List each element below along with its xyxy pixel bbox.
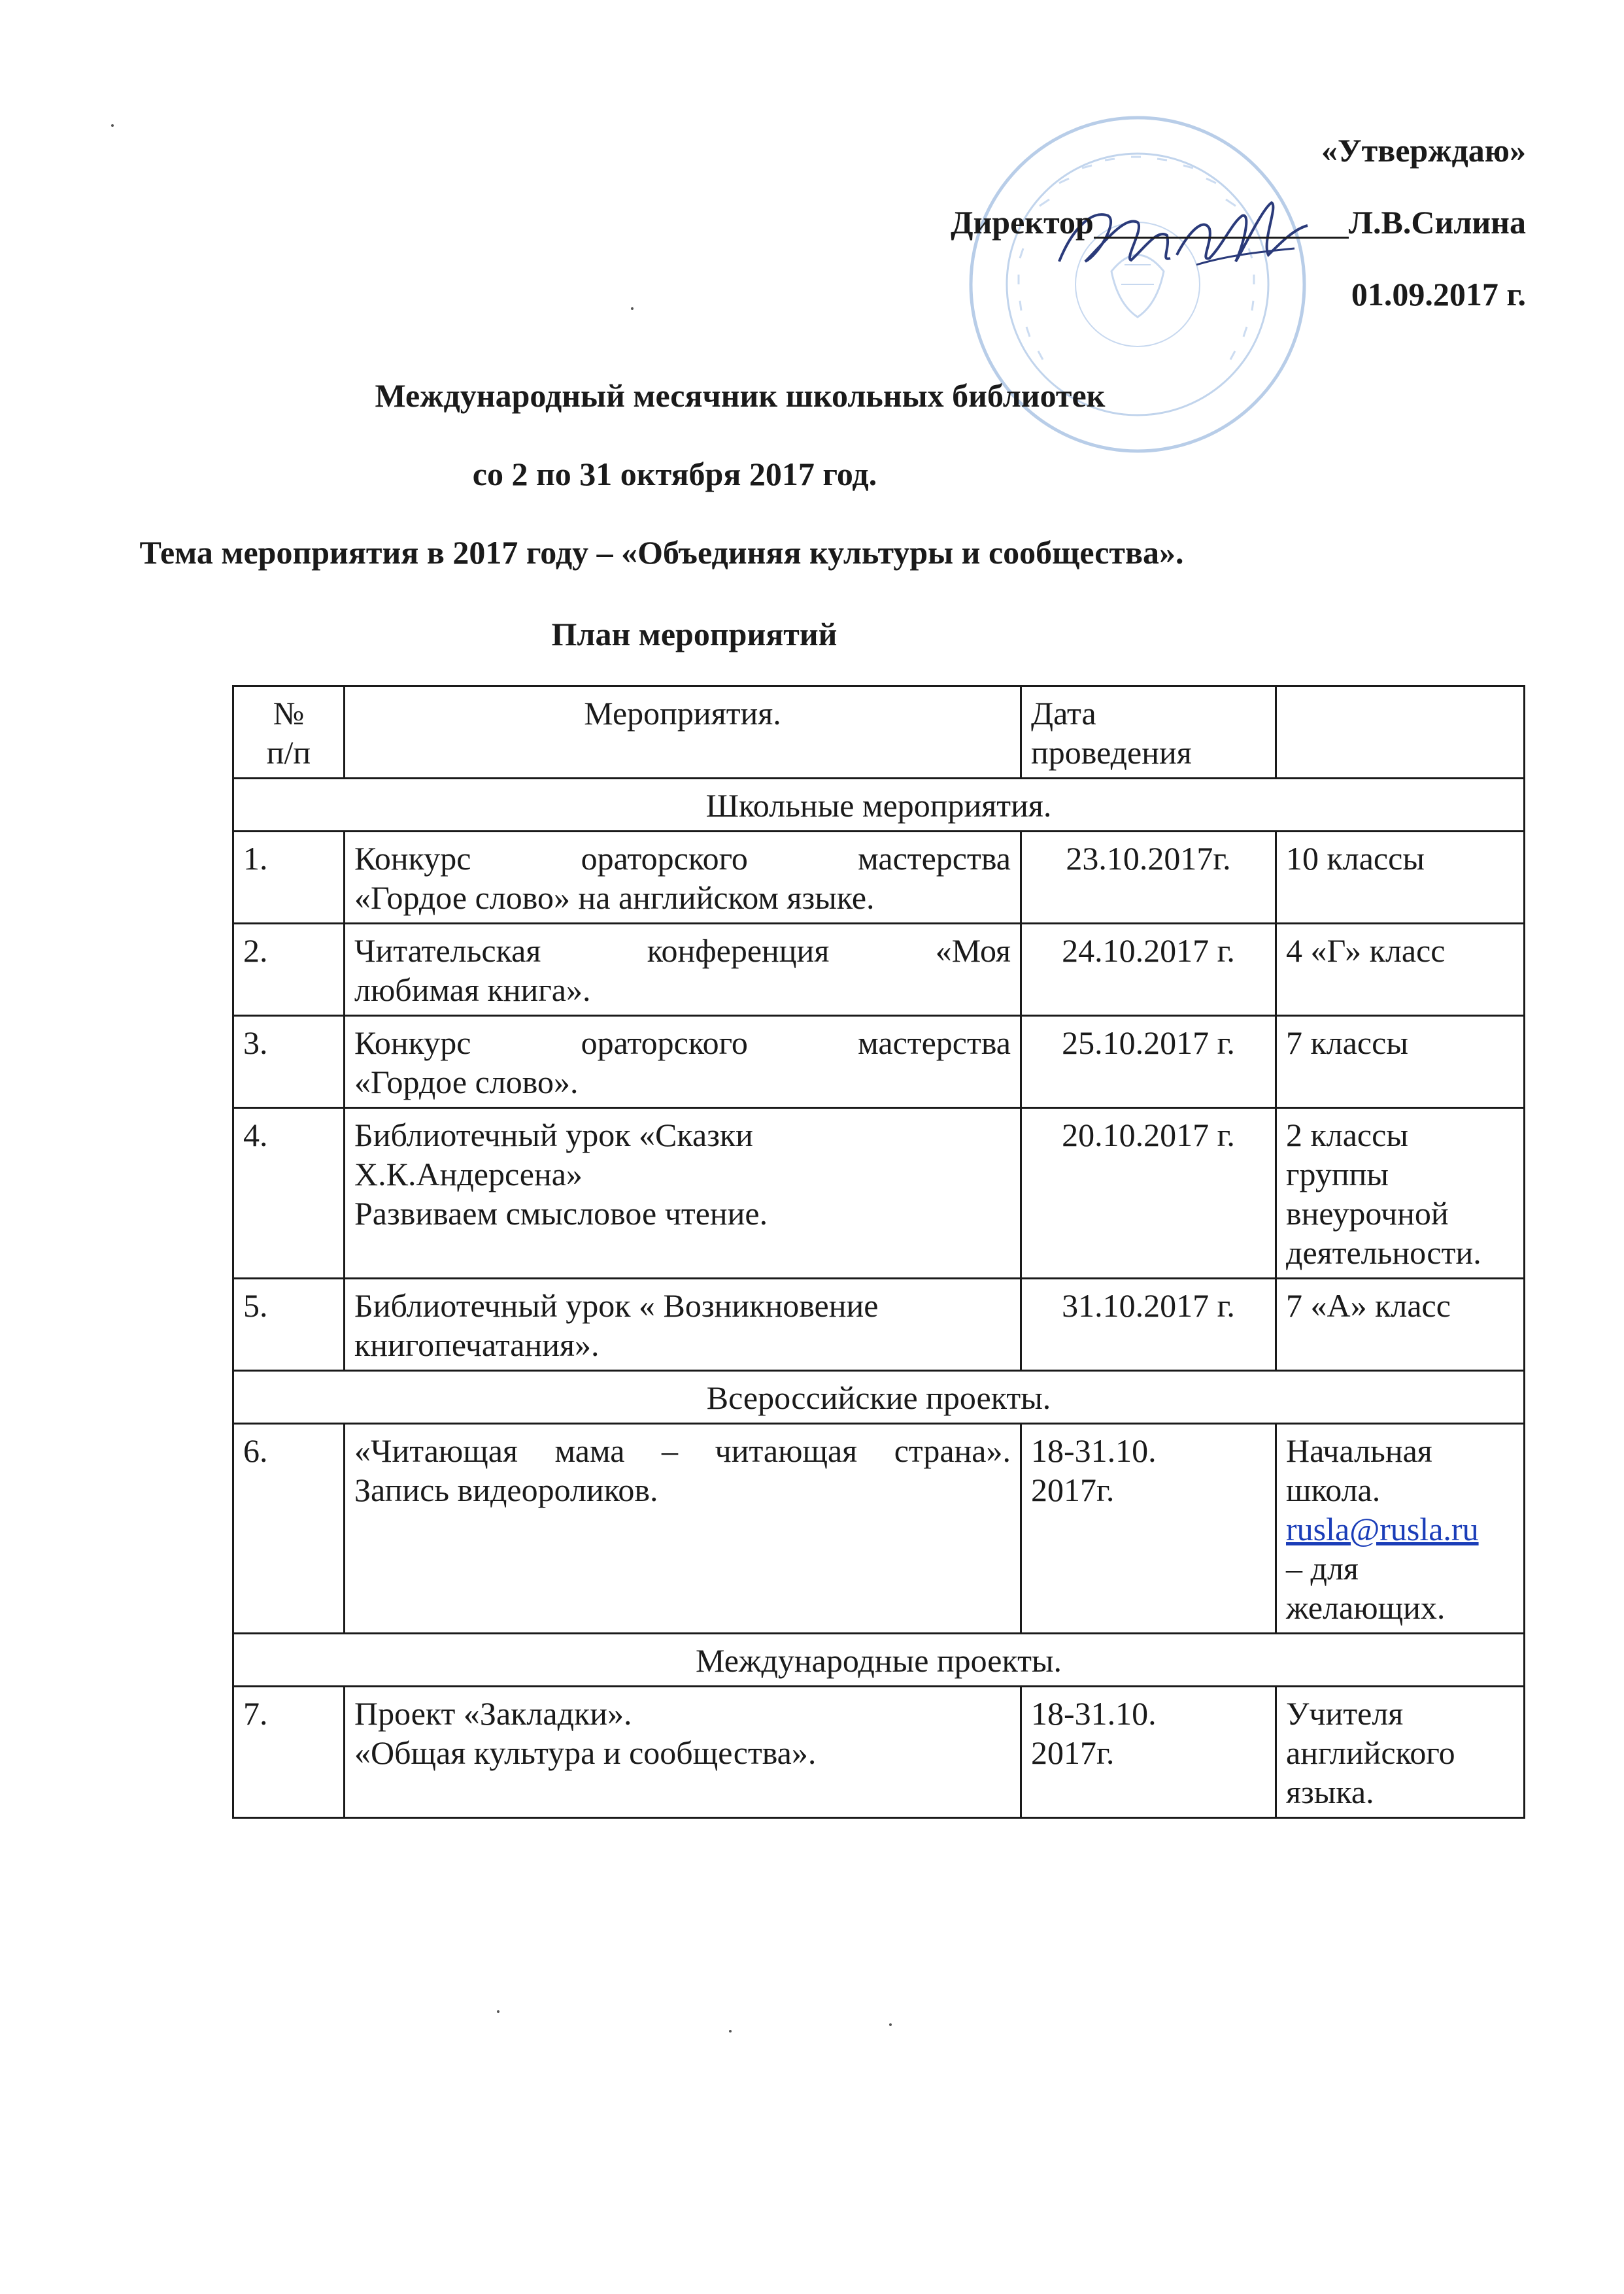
header-event: Мероприятия. — [345, 686, 1021, 779]
section-row — [233, 779, 1525, 832]
row-num: 4. — [233, 1108, 345, 1279]
row-date: 31.10.2017 г. — [1021, 1279, 1276, 1371]
table-row — [233, 1279, 1525, 1371]
approval-block — [951, 134, 1526, 314]
header-date: Дата проведения — [1021, 686, 1276, 779]
table-header-row — [233, 686, 1525, 779]
plan-title: План мероприятий — [551, 616, 837, 652]
table-row — [233, 1687, 1525, 1818]
table-row — [233, 1424, 1525, 1634]
row-date: 25.10.2017 г. — [1021, 1016, 1276, 1108]
table-row — [233, 1016, 1525, 1108]
row-num: 1. — [233, 832, 345, 924]
section-title: Международные проекты. — [233, 1634, 1525, 1687]
table-row — [233, 832, 1525, 924]
row-event: Проект «Закладки». «Общая культура и сообщества». — [345, 1687, 1021, 1818]
director-label: Директор — [951, 204, 1094, 241]
row-event: Читательская конференция «Моя любимая книга». — [345, 924, 1021, 1016]
row-target: Начальная школа. rusla@rusla.ru – для желающих. — [1276, 1424, 1525, 1634]
document-period: со 2 по 31 октября 2017 год. — [472, 456, 877, 492]
row-event: Библиотечный урок « Возникновение книгопечатания». — [345, 1279, 1021, 1371]
row-date: 20.10.2017 г. — [1021, 1108, 1276, 1279]
scan-speck — [631, 307, 634, 310]
section-row — [233, 1634, 1525, 1687]
table-row — [233, 924, 1525, 1016]
row-target: 7 классы — [1276, 1016, 1525, 1108]
row-event: «Читающая мама – читающая страна». Запись видеороликов. — [345, 1424, 1021, 1634]
row-date: 23.10.2017г. — [1021, 832, 1276, 924]
row-target: 2 классы группы внеурочной деятельности. — [1276, 1108, 1525, 1279]
row-target: 4 «Г» класс — [1276, 924, 1525, 1016]
document-theme: Тема мероприятия в 2017 году – «Объединяя культуры и сообщества». — [139, 534, 1184, 571]
header-target — [1276, 686, 1525, 779]
row-target: 7 «А» класс — [1276, 1279, 1525, 1371]
section-row — [233, 1371, 1525, 1424]
row-event: Конкурс ораторского мастерства «Гордое слово». — [345, 1016, 1021, 1108]
scan-speck — [497, 2010, 499, 2013]
director-line — [951, 206, 1526, 242]
events-plan-table — [232, 685, 1525, 1819]
row-num: 7. — [233, 1687, 345, 1818]
row-event: Конкурс ораторского мастерства «Гордое слово» на английском языке. — [345, 832, 1021, 924]
document-title: Международный месячник школьных библиотек — [375, 377, 1106, 414]
approve-label: «Утверждаю» — [1321, 132, 1526, 169]
section-title: Всероссийские проекты. — [233, 1371, 1525, 1424]
section-title: Школьные мероприятия. — [233, 779, 1525, 832]
table-row — [233, 1108, 1525, 1279]
scan-speck — [111, 124, 114, 127]
email-link[interactable]: rusla@rusla.ru — [1286, 1511, 1479, 1547]
header-num: № п/п — [233, 686, 345, 779]
row-target: Учителя английского языка. — [1276, 1687, 1525, 1818]
row-num: 2. — [233, 924, 345, 1016]
director-name: Л.В.Силина — [1348, 204, 1526, 241]
row-event: Библиотечный урок «Сказки Х.К.Андерсена» Развиваем смысловое чтение. — [345, 1108, 1021, 1279]
row-date: 18-31.10. 2017г. — [1021, 1687, 1276, 1818]
row-num: 5. — [233, 1279, 345, 1371]
row-target: 10 классы — [1276, 832, 1525, 924]
row-num: 6. — [233, 1424, 345, 1634]
signature-line — [1094, 208, 1349, 239]
scan-speck — [889, 2023, 892, 2026]
row-num: 3. — [233, 1016, 345, 1108]
row-date: 18-31.10. 2017г. — [1021, 1424, 1276, 1634]
scan-speck — [729, 2030, 732, 2033]
approval-date: 01.09.2017 г. — [1351, 276, 1526, 312]
row-date: 24.10.2017 г. — [1021, 924, 1276, 1016]
